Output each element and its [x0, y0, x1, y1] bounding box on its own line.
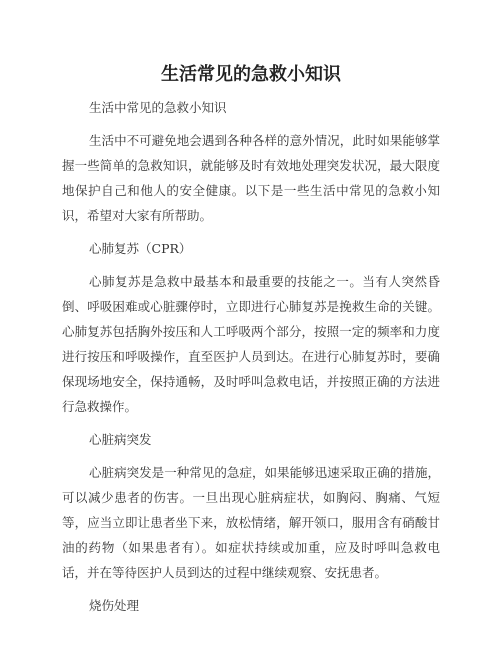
document-title: 生活常见的急救小知识 [161, 64, 341, 85]
section-body-heart-attack: 心脏病突发是一种常见的急症，如果能够迅速采取正确的措施，可以减少患者的伤害。一旦出现心脏病症状，如胸闷、胸痛、气短等，应当立即让患者坐下来，放松情绪，解开领口，服用含有硝酸甘油的药物（如果患者有）。如症状持续或加重，应及时呼叫急救电话，并在等待医护人员到达的过程中继续观察、安抚患者。 [62, 465, 440, 580]
section-heading-cpr: 心肺复苏（CPR） [89, 241, 192, 256]
document-body [62, 95, 440, 618]
section-heading-heart-attack: 心脏病突发 [89, 432, 152, 447]
intro-paragraph: 生活中不可避免地会遇到各种各样的意外情况，此时如果能够掌握一些简单的急救知识，就能够及时有效地处理突发状况，最大限度地保护自己和他人的安全健康。以下是一些生活中常见的急救小知识，希望对大家有所帮助。 [62, 133, 440, 223]
section-body-cpr: 心肺复苏是急救中最基本和最重要的技能之一。当有人突然昏倒、呼吸困难或心脏骤停时，立即进行心肺复苏是挽救生命的关键。心肺复苏包括胸外按压和人工呼吸两个部分，按照一定的频率和力度进行按压和呼吸操作，直至医护人员到达。在进行心肺复苏时，要确保现场地安全，保持通畅，及时呼叫急救电话，并按照正确的方法进行急救操作。 [62, 274, 440, 414]
document-subtitle: 生活中常见的急救小知识 [89, 100, 227, 115]
section-heading-burns: 烧伤处理 [89, 598, 140, 613]
